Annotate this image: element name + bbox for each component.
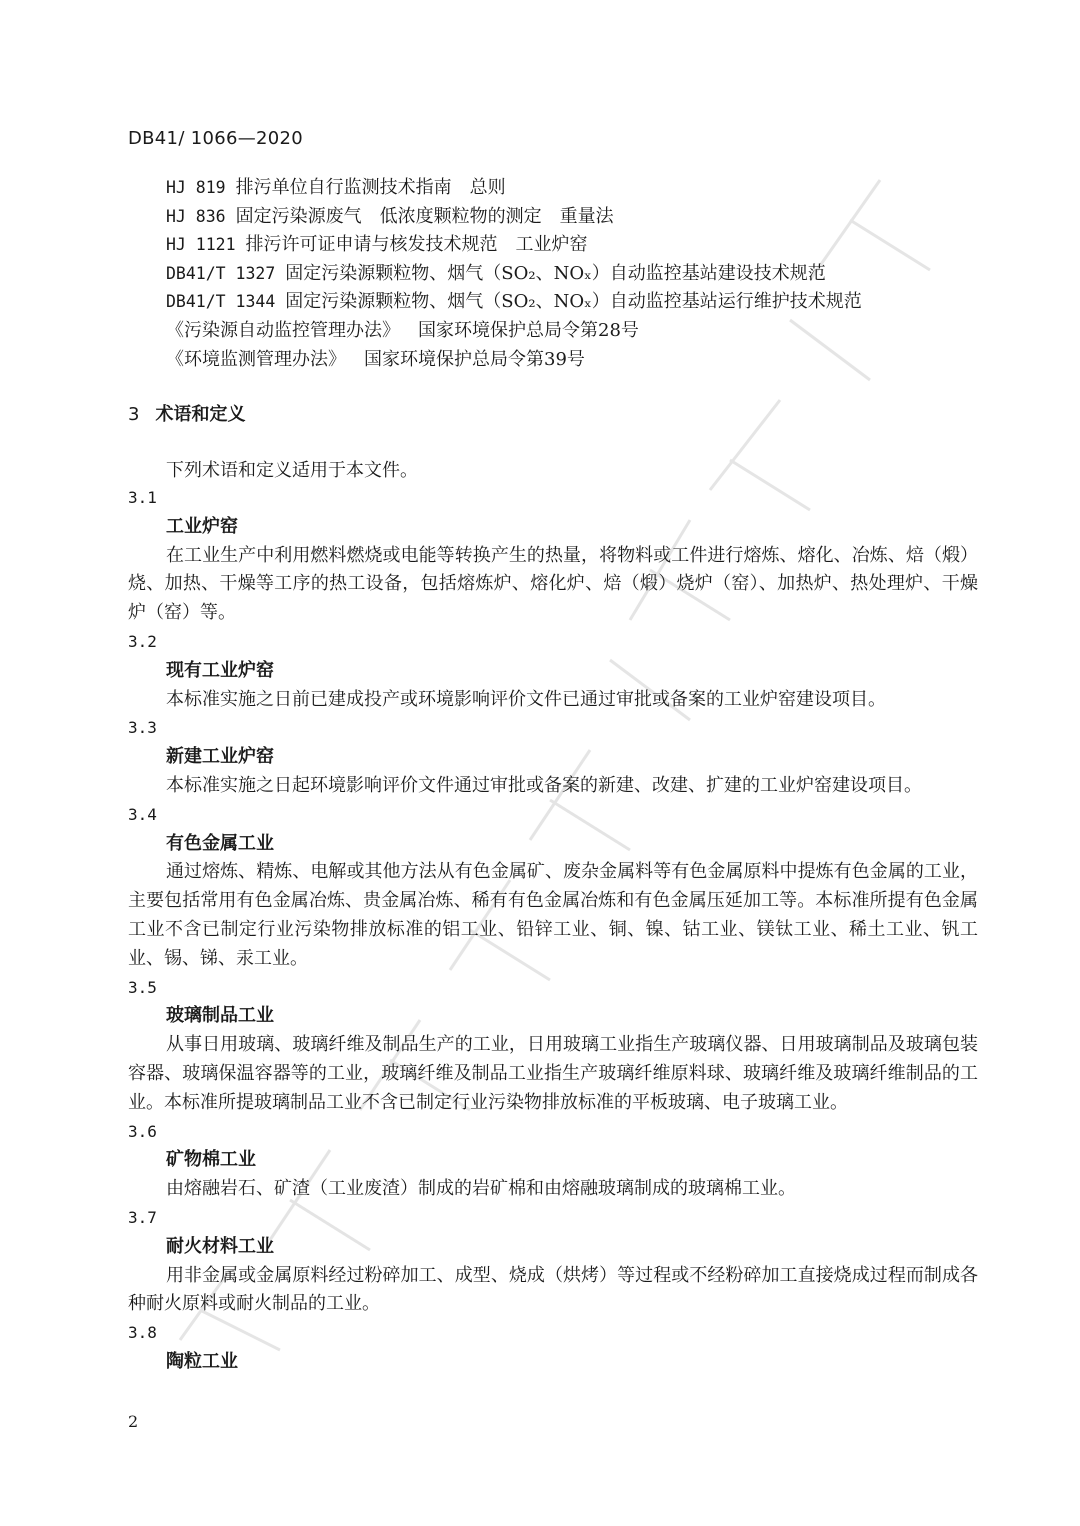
reference-title: 国家环境保护总局令第39号 [364,348,585,370]
term-number: 3.5 [128,977,157,997]
terms-list [128,484,978,1377]
document-code: DB41/ 1066—2020 [128,128,304,149]
reference-title: 固定污染源颗粒物、烟气（SO₂、NOₓ）自动监控基站建设技术规范 [285,262,826,284]
term-definition: 用非金属或金属原料经过粉碎加工、成型、烧成（烘烤）等过程或不经粉碎加工直接烧成过程而制成各种耐火原料或耐火制品的工业。 [128,1264,978,1315]
reference-title: 工业炉窑 [515,234,588,256]
reference-item [166,203,1026,232]
reference-item [166,346,1026,375]
term-title: 陶粒工业 [166,1350,238,1372]
reference-item [166,317,1026,346]
term-definition: 通过熔炼、精炼、电解或其他方法从有色金属矿、废杂金属料等有色金属原料中提炼有色金属的工业，主要包括常用有色金属冶炼、贵金属冶炼、稀有有色金属冶炼和有色金属压延加工等。本标准所提有色金属工业不含已制定行业污染物排放标准的铝工业、铅锌工业、铜、镍、钴工业、镁钛工业、稀土工业、钒工业、锡、锑、汞工业。 [128,861,978,969]
term-number: 3.4 [128,804,157,824]
reference-code: HJ 819 [166,178,226,197]
term-title: 现有工业炉窑 [166,659,274,681]
term-title: 玻璃制品工业 [166,1005,274,1027]
reference-code: DB41/T 1344 [166,292,276,312]
reference-title: 固定污染源颗粒物、烟气（SO₂、NOₓ）自动监控基站运行维护技术规范 [285,291,862,313]
term-number: 3.7 [128,1207,157,1227]
page-number: 2 [128,1412,139,1431]
term-number: 3.1 [128,488,157,507]
reference-item [166,231,1026,260]
reference-item [166,260,1026,289]
term-definition: 本标准实施之日起环境影响评价文件通过审批或备案的新建、改建、扩建的工业炉窑建设项目。 [166,774,922,796]
term-title: 工业炉窑 [166,515,238,537]
term-title: 矿物棉工业 [166,1149,256,1171]
term-number: 3.3 [128,718,157,738]
reference-item [166,174,1026,203]
term-title: 有色金属工业 [166,832,274,854]
term-number: 3.6 [128,1121,157,1141]
term-definition: 本标准实施之日前已建成投产或环境影响评价文件已通过审批或备案的工业炉窑建设项目。 [166,688,886,710]
section-number: 3 [128,404,140,425]
term-title: 新建工业炉窑 [166,746,274,768]
term-title: 耐火材料工业 [166,1235,274,1257]
reference-title: 《环境监测管理办法》 [166,348,346,370]
section-title: 术语和定义 [155,404,246,425]
term-number: 3.2 [128,631,157,651]
reference-title: 总则 [469,177,506,198]
reference-title: 重量法 [559,205,614,227]
term-definition: 从事日用玻璃、玻璃纤维及制品生产的工业，日用玻璃工业指生产玻璃仪器、日用玻璃制品及玻璃包装容器、玻璃保温容器等的工业，玻璃纤维及制品工业指生产玻璃纤维原料球、玻璃纤维及玻璃纤维制品的工业。本标准所提玻璃制品工业不含已制定行业污染物排放标准的平板玻璃、电子玻璃工业。 [128,1034,978,1113]
reference-title: 《污染源自动监控管理办法》 [166,319,400,341]
reference-title: 低浓度颗粒物的测定 [379,205,542,227]
term-definition: 在工业生产中利用燃料燃烧或电能等转换产生的热量，将物料或工件进行熔炼、熔化、冶炼、焙（煅）烧、加热、干燥等工序的热工设备，包括熔炼炉、熔化炉、焙（煅）烧炉（窑）、加热炉、热处理炉、干燥炉（窑）等。 [128,544,978,624]
reference-title: 固定污染源废气 [235,205,362,227]
term-number: 3.8 [128,1323,157,1343]
reference-title: 排污单位自行监测技术指南 [235,177,452,198]
term-definition: 由熔融岩石、矿渣（工业废渣）制成的岩矿棉和由熔融玻璃制成的玻璃棉工业。 [166,1178,796,1200]
reference-title: 排污许可证申请与核发技术规范 [245,234,498,256]
reference-code: DB41/T 1327 [166,263,276,283]
section-intro: 下列术语和定义适用于本文件。 [166,460,418,481]
reference-item [166,288,1026,317]
reference-title: 国家环境保护总局令第28号 [418,319,639,341]
normative-references [166,174,1026,374]
reference-code: HJ 1121 [166,235,236,255]
reference-code: HJ 836 [166,206,226,226]
section-heading [128,400,245,426]
